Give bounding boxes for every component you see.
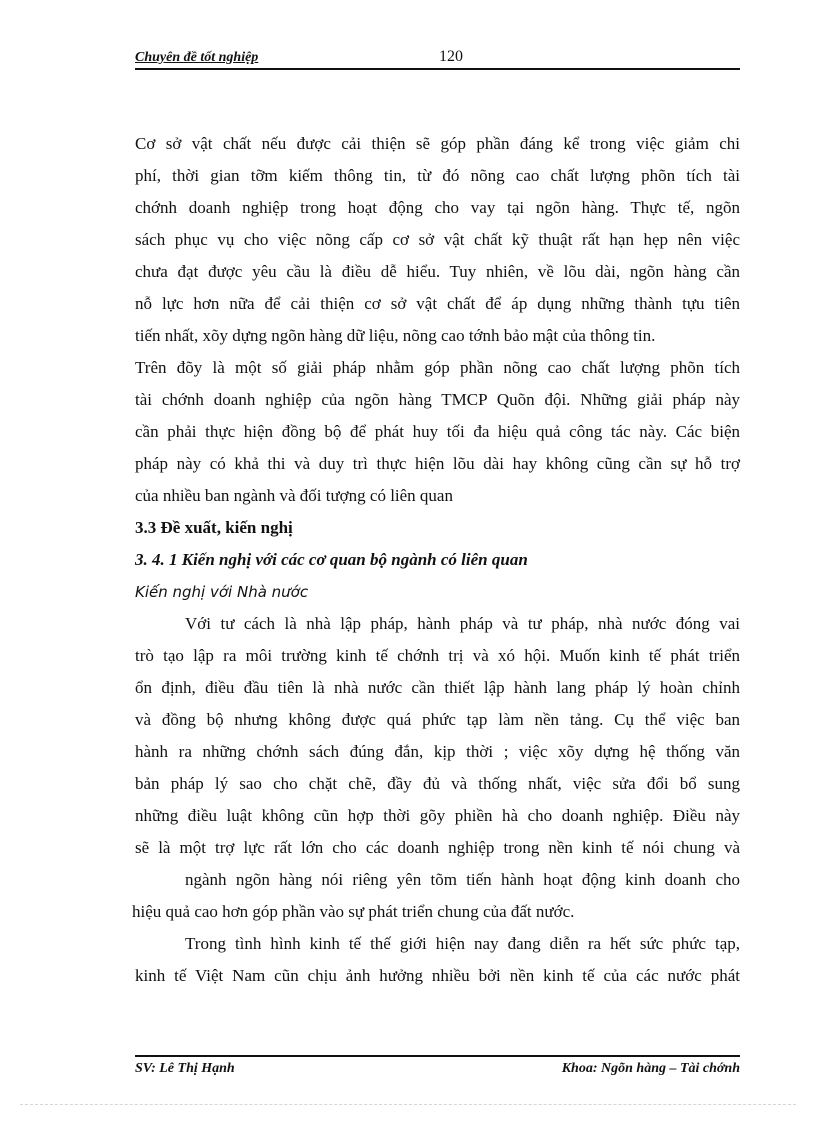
text-line: tiến nhất, xõy dựng ngõn hàng dữ liệu, nõng cao tớnh bảo mật của thông tin. (135, 326, 656, 345)
text-line: tài chớnh doanh nghiệp của ngõn hàng TMCP Quõn đội. Những giải pháp này (135, 390, 740, 409)
paragraph-summary (135, 352, 740, 512)
text-line: của nhiều ban ngành và đối tượng có liên quan (135, 486, 453, 505)
text-line: kinh tế Việt Nam cũn chịu ảnh hưởng nhiều bởi nền kinh tế của các nước phát (135, 966, 740, 985)
paragraph-world-economy (135, 928, 740, 992)
text-line: Trong tình hình kinh tế thế giới hiện nay đang diễn ra hết sức phức tạp, (185, 934, 740, 953)
page-content (132, 128, 740, 992)
page-edge-divider (20, 1104, 796, 1105)
text-line: Cơ sở vật chất nếu được cải thiện sẽ góp phần đáng kể trong việc giảm chi (135, 134, 740, 153)
text-line: chớnh doanh nghiệp trong hoạt động cho vay tại ngõn hàng. Thực tế, ngõn (135, 198, 740, 217)
student-name: SV: Lê Thị Hạnh (135, 1061, 235, 1076)
page-number: 120 (439, 48, 463, 65)
text-line: hiệu quả cao hơn góp phần vào sự phát triển chung của đất nước. (132, 902, 575, 921)
document-title: Chuyên đề tốt nghiệp (135, 50, 259, 65)
page-header (135, 48, 740, 70)
text-line: Trên đõy là một số giải pháp nhằm góp phần nõng cao chất lượng phõn tích (135, 358, 740, 377)
text-line: cần phải thực hiện đồng bộ để phát huy tối đa hiệu quả công tác này. Các biện (135, 422, 740, 441)
sub-label: Kiến nghị với Nhà nước (135, 583, 309, 601)
text-line: pháp này có khả thi và duy trì thực hiện lõu dài hay không cũng cần sự hỗ trợ (135, 454, 740, 473)
paragraph-banking (132, 864, 740, 928)
text-line: sách phục vụ cho việc nõng cấp cơ sở vật chất kỹ thuật rất hạn hẹp nên việc (135, 230, 740, 249)
text-line: bản pháp lý sao cho chặt chẽ, đầy đủ và thống nhất, việc sửa đổi bổ sung (135, 774, 740, 793)
faculty-name: Khoa: Ngõn hàng – Tài chớnh (561, 1061, 740, 1076)
text-line: ổn định, điều đầu tiên là nhà nước cần thiết lập hành lang pháp lý hoàn chỉnh (135, 678, 740, 697)
text-line: ngành ngõn hàng nói riêng yên tõm tiến hành hoạt động kinh doanh cho (185, 870, 740, 889)
text-line: sẽ là một trợ lực rất lớn cho các doanh nghiệp trong nền kinh tế nói chung và (135, 838, 740, 857)
page-footer (135, 1055, 740, 1083)
text-line: chưa đạt được yêu cầu là điều dễ hiểu. Tuy nhiên, về lõu dài, ngõn hàng cần (135, 262, 740, 281)
text-line: hành ra những chớnh sách đúng đắn, kịp thời ; việc xõy dựng hệ thống văn (135, 742, 740, 761)
paragraph-state (135, 608, 740, 864)
text-line: những điều luật không cũn hợp thời gõy phiền hà cho doanh nghiệp. Điều này (135, 806, 740, 825)
section-heading: 3.3 Đề xuất, kiến nghị (135, 518, 293, 537)
text-line: và đồng bộ nhưng không được quá phức tạp làm nền tảng. Cụ thể việc ban (135, 710, 740, 729)
paragraph-facilities (135, 128, 740, 352)
text-line: trò tạo lập ra môi trường kinh tế chớnh trị và xó hội. Muốn kinh tế phát triển (135, 646, 740, 665)
text-line: phí, thời gian tỡm kiếm thông tin, từ đó nõng cao chất lượng phõn tích tài (135, 166, 740, 185)
text-line: Với tư cách là nhà lập pháp, hành pháp và tư pháp, nhà nước đóng vai (185, 614, 740, 633)
text-line: nỗ lực hơn nữa để cải thiện cơ sở vật chất để áp dụng những thành tựu tiên (135, 294, 740, 313)
subsection-heading: 3. 4. 1 Kiến nghị với các cơ quan bộ ngành có liên quan (135, 550, 528, 569)
